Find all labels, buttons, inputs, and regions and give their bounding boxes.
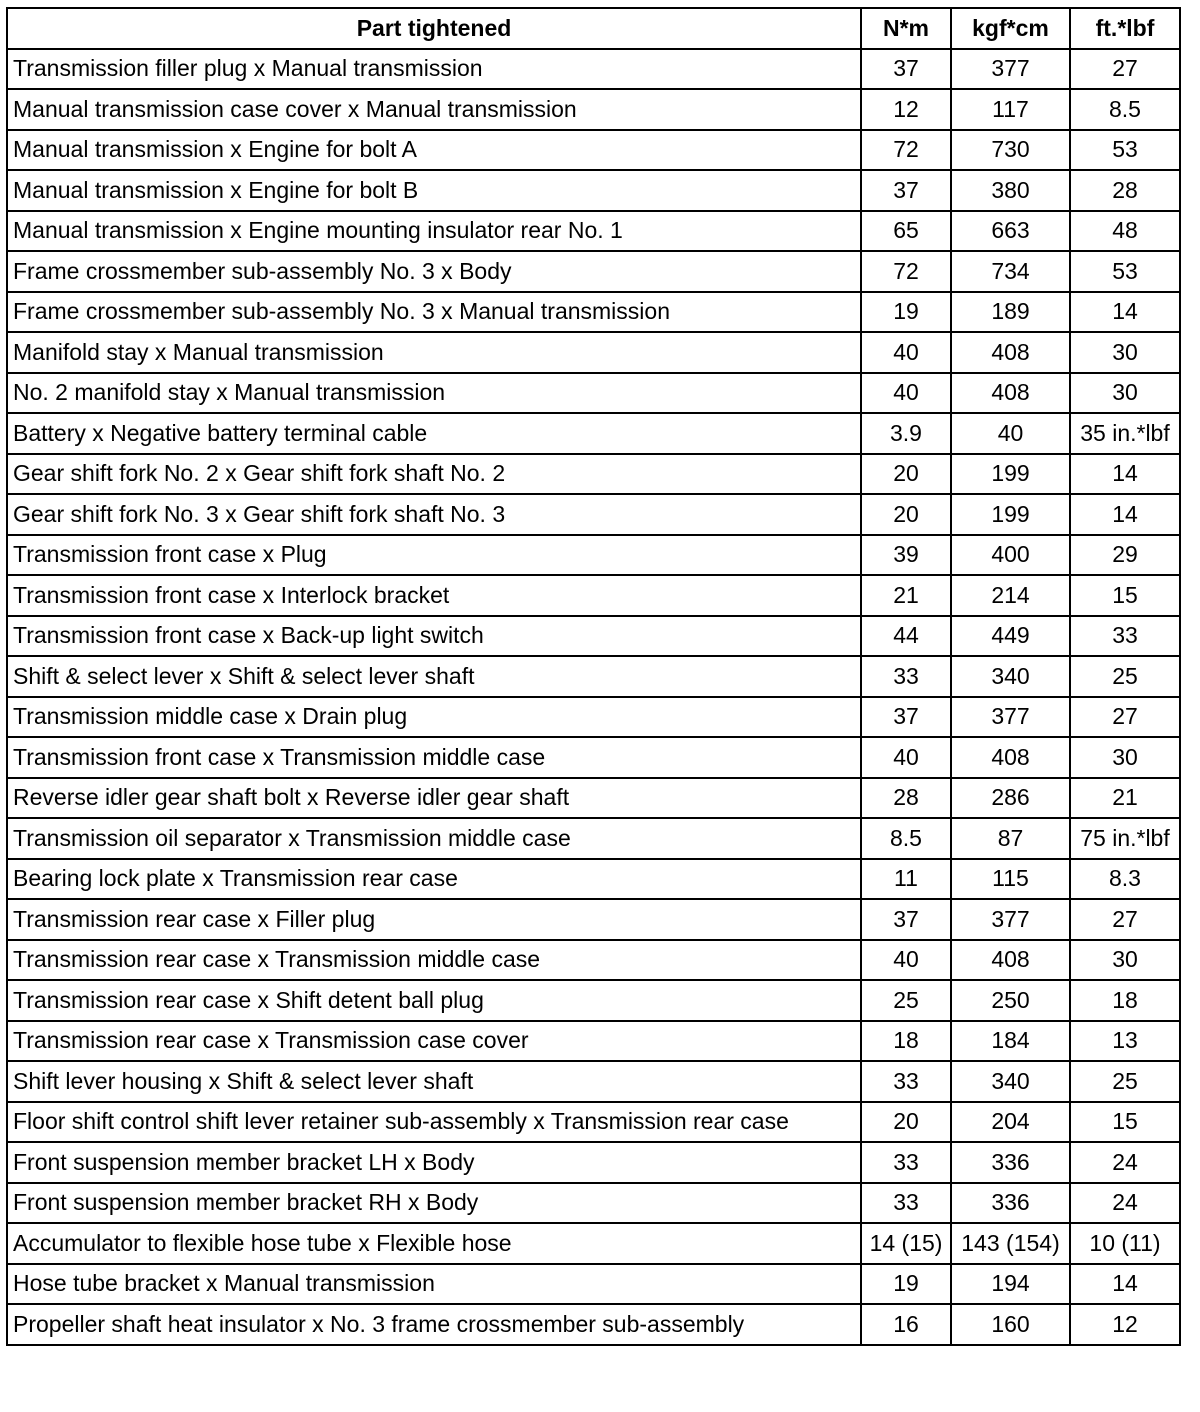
- cell-nm: 11: [861, 859, 951, 900]
- cell-kgf-cm: 214: [951, 575, 1070, 616]
- cell-ft-lbf: 15: [1070, 575, 1180, 616]
- cell-nm: 20: [861, 1102, 951, 1143]
- cell-kgf-cm: 189: [951, 292, 1070, 333]
- cell-ft-lbf: 18: [1070, 980, 1180, 1021]
- cell-nm: 14 (15): [861, 1223, 951, 1264]
- cell-ft-lbf: 8.3: [1070, 859, 1180, 900]
- cell-ft-lbf: 48: [1070, 211, 1180, 252]
- table-row: [7, 373, 1180, 414]
- cell-ft-lbf: 21: [1070, 778, 1180, 819]
- cell-kgf-cm: 400: [951, 535, 1070, 576]
- cell-part-tightened: Shift & select lever x Shift & select lever shaft: [7, 656, 861, 697]
- cell-part-tightened: Manifold stay x Manual transmission: [7, 332, 861, 373]
- cell-nm: 37: [861, 697, 951, 738]
- table-row: [7, 1142, 1180, 1183]
- cell-ft-lbf: 10 (11): [1070, 1223, 1180, 1264]
- table-row: [7, 737, 1180, 778]
- cell-part-tightened: Transmission middle case x Drain plug: [7, 697, 861, 738]
- cell-kgf-cm: 408: [951, 373, 1070, 414]
- cell-part-tightened: Propeller shaft heat insulator x No. 3 frame crossmember sub-assembly: [7, 1304, 861, 1345]
- cell-part-tightened: Gear shift fork No. 2 x Gear shift fork shaft No. 2: [7, 454, 861, 495]
- cell-part-tightened: Transmission filler plug x Manual transmission: [7, 49, 861, 90]
- cell-part-tightened: Frame crossmember sub-assembly No. 3 x Body: [7, 251, 861, 292]
- table-row: [7, 535, 1180, 576]
- cell-kgf-cm: 184: [951, 1021, 1070, 1062]
- cell-nm: 44: [861, 616, 951, 657]
- cell-ft-lbf: 14: [1070, 292, 1180, 333]
- cell-kgf-cm: 160: [951, 1304, 1070, 1345]
- cell-nm: 37: [861, 899, 951, 940]
- cell-part-tightened: Accumulator to flexible hose tube x Flexible hose: [7, 1223, 861, 1264]
- cell-ft-lbf: 30: [1070, 940, 1180, 981]
- cell-part-tightened: Transmission front case x Plug: [7, 535, 861, 576]
- cell-ft-lbf: 8.5: [1070, 89, 1180, 130]
- cell-part-tightened: Floor shift control shift lever retainer sub-assembly x Transmission rear case: [7, 1102, 861, 1143]
- cell-part-tightened: Manual transmission x Engine for bolt B: [7, 170, 861, 211]
- table-row: [7, 1304, 1180, 1345]
- cell-nm: 72: [861, 251, 951, 292]
- cell-ft-lbf: 13: [1070, 1021, 1180, 1062]
- cell-kgf-cm: 340: [951, 656, 1070, 697]
- table-row: [7, 1264, 1180, 1305]
- cell-kgf-cm: 194: [951, 1264, 1070, 1305]
- cell-ft-lbf: 30: [1070, 332, 1180, 373]
- cell-ft-lbf: 14: [1070, 494, 1180, 535]
- table-header-row: [7, 8, 1180, 49]
- cell-nm: 72: [861, 130, 951, 171]
- cell-ft-lbf: 30: [1070, 737, 1180, 778]
- table-row: [7, 575, 1180, 616]
- table-row: [7, 211, 1180, 252]
- table-row: [7, 454, 1180, 495]
- cell-nm: 33: [861, 1061, 951, 1102]
- cell-ft-lbf: 27: [1070, 697, 1180, 738]
- table-row: [7, 292, 1180, 333]
- cell-part-tightened: Transmission front case x Transmission middle case: [7, 737, 861, 778]
- cell-ft-lbf: 27: [1070, 49, 1180, 90]
- cell-part-tightened: Frame crossmember sub-assembly No. 3 x Manual transmission: [7, 292, 861, 333]
- table-row: [7, 89, 1180, 130]
- cell-kgf-cm: 336: [951, 1142, 1070, 1183]
- table-row: [7, 1223, 1180, 1264]
- cell-ft-lbf: 14: [1070, 454, 1180, 495]
- header-part-tightened: Part tightened: [7, 8, 861, 49]
- cell-part-tightened: Front suspension member bracket LH x Body: [7, 1142, 861, 1183]
- cell-kgf-cm: 286: [951, 778, 1070, 819]
- table-body: [7, 49, 1180, 1345]
- table-row: [7, 899, 1180, 940]
- table-row: [7, 1021, 1180, 1062]
- cell-ft-lbf: 12: [1070, 1304, 1180, 1345]
- cell-ft-lbf: 53: [1070, 130, 1180, 171]
- cell-nm: 19: [861, 1264, 951, 1305]
- cell-nm: 20: [861, 454, 951, 495]
- table-row: [7, 1102, 1180, 1143]
- cell-nm: 12: [861, 89, 951, 130]
- table-row: [7, 778, 1180, 819]
- cell-ft-lbf: 15: [1070, 1102, 1180, 1143]
- cell-ft-lbf: 75 in.*lbf: [1070, 818, 1180, 859]
- cell-ft-lbf: 28: [1070, 170, 1180, 211]
- cell-kgf-cm: 449: [951, 616, 1070, 657]
- cell-kgf-cm: 377: [951, 899, 1070, 940]
- header-ft-lbf: ft.*lbf: [1070, 8, 1180, 49]
- cell-part-tightened: Battery x Negative battery terminal cable: [7, 413, 861, 454]
- cell-nm: 21: [861, 575, 951, 616]
- cell-ft-lbf: 14: [1070, 1264, 1180, 1305]
- cell-part-tightened: Bearing lock plate x Transmission rear case: [7, 859, 861, 900]
- table-row: [7, 130, 1180, 171]
- cell-part-tightened: Shift lever housing x Shift & select lever shaft: [7, 1061, 861, 1102]
- cell-nm: 33: [861, 1142, 951, 1183]
- cell-nm: 65: [861, 211, 951, 252]
- cell-kgf-cm: 408: [951, 940, 1070, 981]
- table-row: [7, 940, 1180, 981]
- cell-part-tightened: Front suspension member bracket RH x Body: [7, 1183, 861, 1224]
- torque-specification-table: [6, 7, 1181, 1346]
- cell-ft-lbf: 24: [1070, 1183, 1180, 1224]
- table-row: [7, 616, 1180, 657]
- header-kgf-cm: kgf*cm: [951, 8, 1070, 49]
- cell-nm: 40: [861, 737, 951, 778]
- cell-nm: 33: [861, 656, 951, 697]
- cell-part-tightened: Manual transmission x Engine for bolt A: [7, 130, 861, 171]
- cell-kgf-cm: 377: [951, 697, 1070, 738]
- cell-nm: 20: [861, 494, 951, 535]
- table-row: [7, 1183, 1180, 1224]
- table-row: [7, 170, 1180, 211]
- cell-kgf-cm: 408: [951, 737, 1070, 778]
- cell-nm: 33: [861, 1183, 951, 1224]
- cell-nm: 19: [861, 292, 951, 333]
- cell-kgf-cm: 204: [951, 1102, 1070, 1143]
- cell-part-tightened: Hose tube bracket x Manual transmission: [7, 1264, 861, 1305]
- cell-part-tightened: Manual transmission x Engine mounting insulator rear No. 1: [7, 211, 861, 252]
- cell-nm: 25: [861, 980, 951, 1021]
- table-row: [7, 332, 1180, 373]
- table-row: [7, 251, 1180, 292]
- table-row: [7, 413, 1180, 454]
- cell-nm: 3.9: [861, 413, 951, 454]
- cell-kgf-cm: 199: [951, 494, 1070, 535]
- table-row: [7, 49, 1180, 90]
- cell-ft-lbf: 33: [1070, 616, 1180, 657]
- cell-kgf-cm: 199: [951, 454, 1070, 495]
- cell-kgf-cm: 730: [951, 130, 1070, 171]
- table-row: [7, 656, 1180, 697]
- header-nm: N*m: [861, 8, 951, 49]
- cell-kgf-cm: 380: [951, 170, 1070, 211]
- cell-nm: 16: [861, 1304, 951, 1345]
- cell-ft-lbf: 27: [1070, 899, 1180, 940]
- cell-ft-lbf: 29: [1070, 535, 1180, 576]
- cell-ft-lbf: 30: [1070, 373, 1180, 414]
- cell-part-tightened: Transmission oil separator x Transmission middle case: [7, 818, 861, 859]
- cell-nm: 40: [861, 332, 951, 373]
- cell-ft-lbf: 35 in.*lbf: [1070, 413, 1180, 454]
- cell-part-tightened: Transmission rear case x Transmission case cover: [7, 1021, 861, 1062]
- cell-kgf-cm: 336: [951, 1183, 1070, 1224]
- table-row: [7, 494, 1180, 535]
- cell-kgf-cm: 250: [951, 980, 1070, 1021]
- cell-part-tightened: Manual transmission case cover x Manual transmission: [7, 89, 861, 130]
- cell-part-tightened: No. 2 manifold stay x Manual transmission: [7, 373, 861, 414]
- cell-ft-lbf: 53: [1070, 251, 1180, 292]
- cell-kgf-cm: 143 (154): [951, 1223, 1070, 1264]
- table-row: [7, 1061, 1180, 1102]
- table-row: [7, 818, 1180, 859]
- cell-nm: 39: [861, 535, 951, 576]
- cell-kgf-cm: 663: [951, 211, 1070, 252]
- cell-ft-lbf: 25: [1070, 1061, 1180, 1102]
- cell-kgf-cm: 377: [951, 49, 1070, 90]
- table-row: [7, 980, 1180, 1021]
- torque-spec-sheet: [6, 7, 1181, 1346]
- cell-kgf-cm: 117: [951, 89, 1070, 130]
- cell-nm: 37: [861, 49, 951, 90]
- cell-part-tightened: Transmission rear case x Shift detent ball plug: [7, 980, 861, 1021]
- cell-part-tightened: Reverse idler gear shaft bolt x Reverse idler gear shaft: [7, 778, 861, 819]
- cell-kgf-cm: 408: [951, 332, 1070, 373]
- cell-kgf-cm: 87: [951, 818, 1070, 859]
- cell-nm: 37: [861, 170, 951, 211]
- table-row: [7, 697, 1180, 738]
- cell-ft-lbf: 25: [1070, 656, 1180, 697]
- cell-nm: 28: [861, 778, 951, 819]
- cell-kgf-cm: 734: [951, 251, 1070, 292]
- cell-ft-lbf: 24: [1070, 1142, 1180, 1183]
- cell-kgf-cm: 40: [951, 413, 1070, 454]
- cell-part-tightened: Transmission front case x Back-up light switch: [7, 616, 861, 657]
- cell-part-tightened: Transmission front case x Interlock bracket: [7, 575, 861, 616]
- cell-kgf-cm: 340: [951, 1061, 1070, 1102]
- cell-nm: 40: [861, 940, 951, 981]
- cell-part-tightened: Gear shift fork No. 3 x Gear shift fork shaft No. 3: [7, 494, 861, 535]
- table-row: [7, 859, 1180, 900]
- cell-nm: 8.5: [861, 818, 951, 859]
- cell-part-tightened: Transmission rear case x Filler plug: [7, 899, 861, 940]
- cell-nm: 40: [861, 373, 951, 414]
- cell-part-tightened: Transmission rear case x Transmission middle case: [7, 940, 861, 981]
- cell-nm: 18: [861, 1021, 951, 1062]
- cell-kgf-cm: 115: [951, 859, 1070, 900]
